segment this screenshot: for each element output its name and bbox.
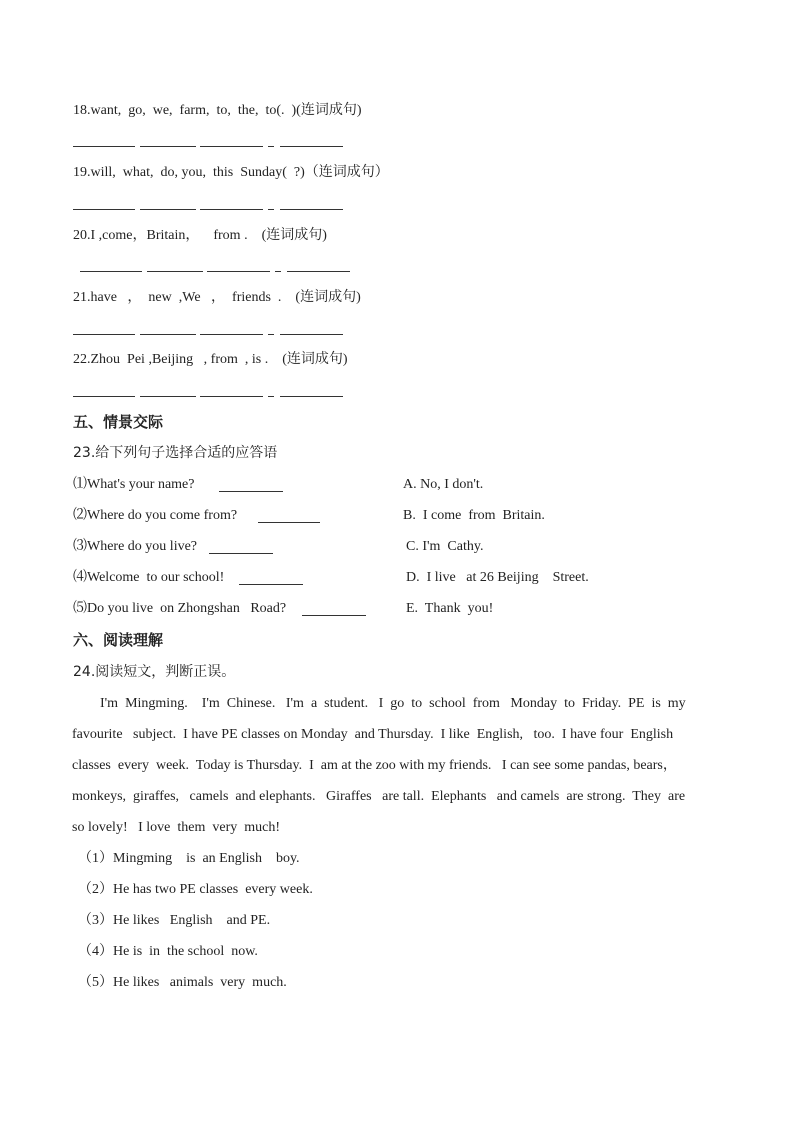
answer-option-e: E. Thank you!	[406, 601, 494, 616]
answer-option-a: A. No, I don't.	[403, 477, 484, 492]
exercise-20: 20.I ,come，Britain， from . (连词成句)	[73, 228, 327, 243]
exercise-19: 19.will, what, do, you, this Sunday( ?)（连词成句）	[73, 165, 389, 180]
question-text: ⑵Where do you come from?	[73, 508, 238, 523]
exercise-18: 18.want, go, we, farm, to, the, to(. )(连词成句)	[73, 103, 362, 118]
exercise-21: 21.have ， new ,We ， friends . (连词成句)	[73, 290, 361, 305]
exercise-23-instruction: 23.给下列句子选择合适的应答语	[73, 445, 278, 461]
statement-5: （5）He likes animals very much.	[78, 975, 287, 990]
question-text: ⑷Welcome to our school!	[73, 570, 225, 585]
statement-3: （3）He likes English and PE.	[78, 913, 271, 928]
statement-4: （4）He is in the school now.	[78, 944, 258, 959]
question-text: ⑴What's your name?	[73, 477, 205, 492]
question-4	[73, 568, 224, 588]
passage-line: I'm Mingming. I'm Chinese. I'm a student. I go to school from Monday to Friday. PE is my	[100, 696, 686, 711]
answer-option-c: C. I'm Cathy.	[406, 539, 484, 554]
question-3	[73, 537, 197, 557]
passage-line: monkeys, giraffes, camels and elephants. Giraffes are tall. Elephants and camels are strong. They are	[72, 789, 686, 804]
statement-2: （2）He has two PE classes every week.	[78, 882, 313, 897]
question-text: ⑶Where do you live?	[73, 539, 198, 554]
section-5-heading: 五、情景交际	[73, 413, 164, 431]
exercise-22: 22.Zhou Pei ,Beijing , from , is . (连词成句)	[73, 352, 348, 367]
passage-line: classes every week. Today is Thursday. I am at the zoo with my friends. I can see some pandas, bears，	[72, 758, 677, 773]
question-5	[73, 599, 286, 619]
question-2	[73, 506, 237, 526]
question-1	[73, 475, 205, 495]
passage-line: so lovely! I love them very much!	[72, 820, 281, 835]
answer-option-b: B. I come from Britain.	[403, 508, 545, 523]
question-text: ⑸Do you live on Zhongshan Road?	[73, 601, 287, 616]
exercise-24-instruction: 24.阅读短文，判断正误。	[73, 664, 236, 680]
statement-1: （1）Mingming is an English boy.	[78, 851, 300, 866]
passage-line: favourite subject. I have PE classes on Monday and Thursday. I like English, too. I have four English	[72, 727, 674, 742]
section-6-heading: 六、阅读理解	[73, 631, 164, 649]
answer-option-d: D. I live at 26 Beijing Street.	[406, 570, 589, 585]
